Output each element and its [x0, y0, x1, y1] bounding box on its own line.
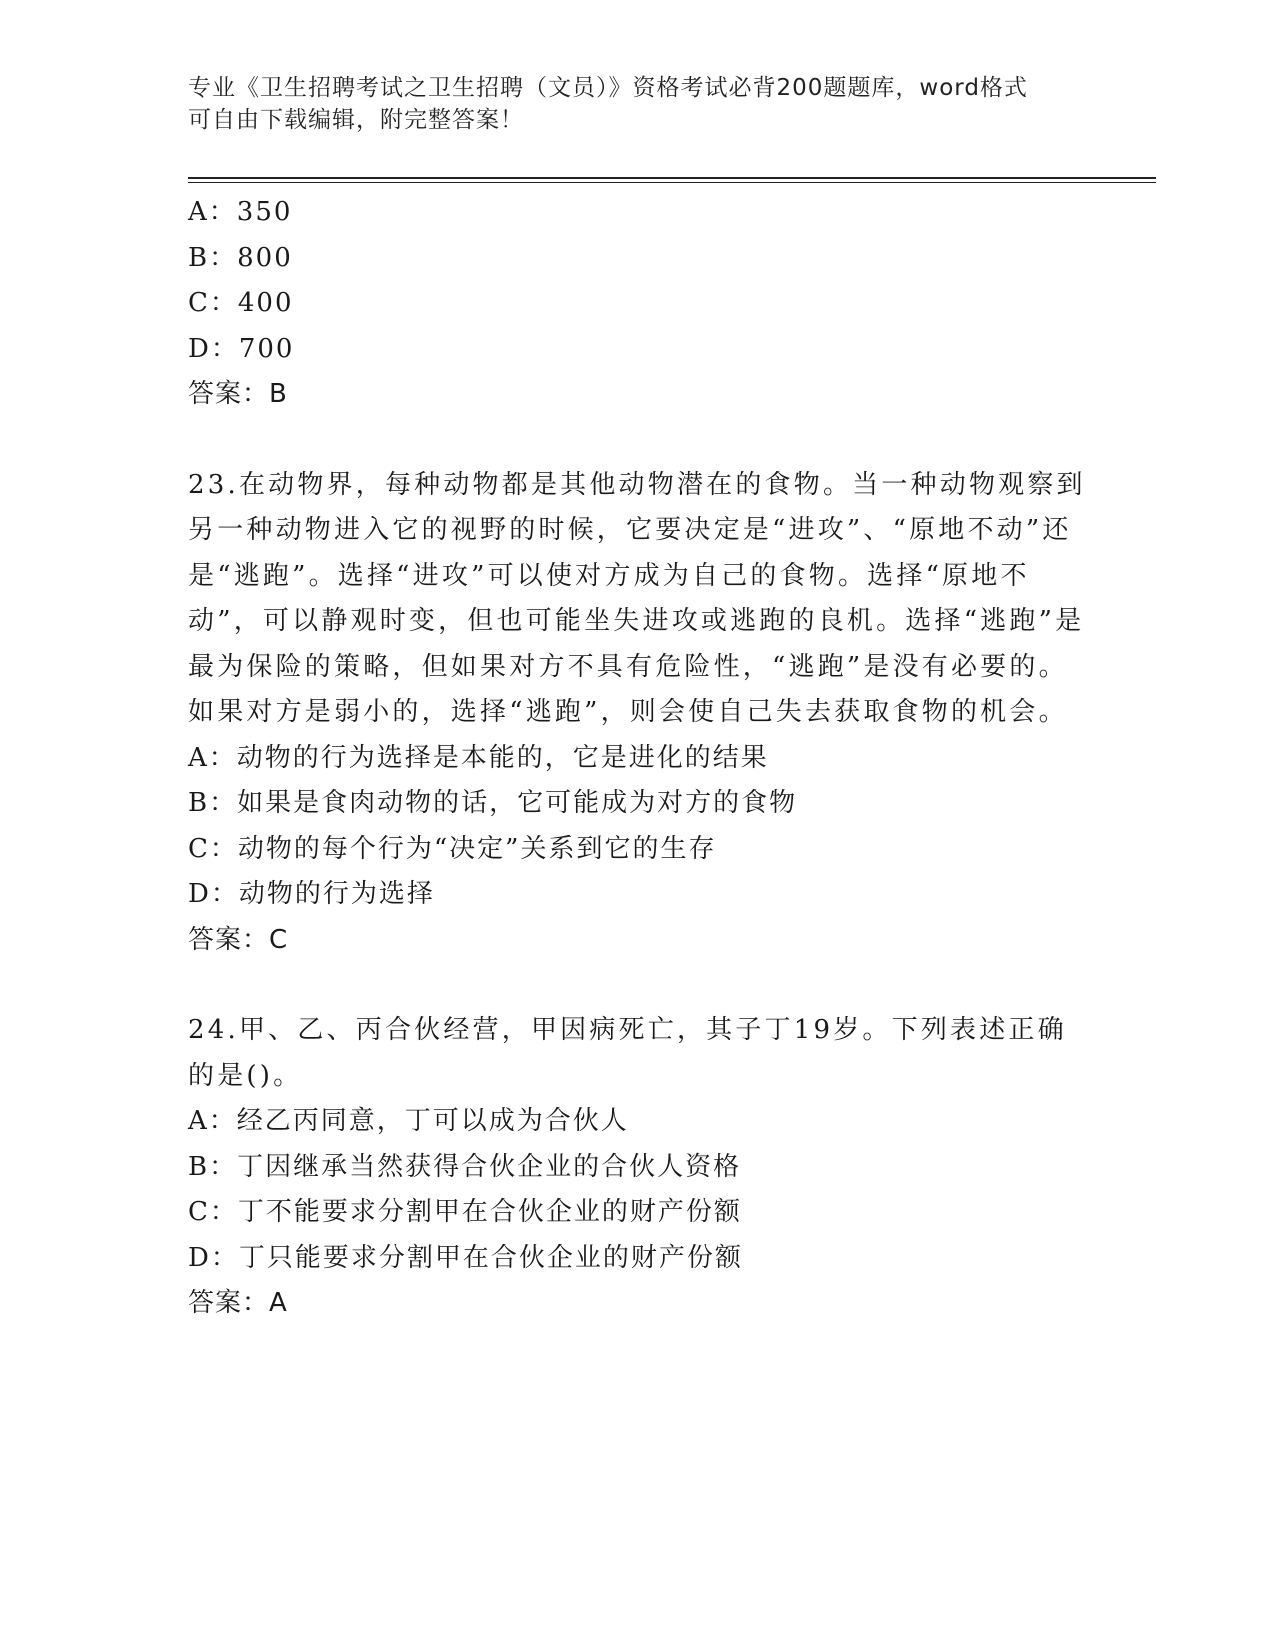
q22-option-a: A：350 [188, 197, 293, 227]
q24-option-d: D：丁只能要求分割甲在合伙企业的财产份额 [188, 1242, 743, 1273]
page-header [188, 72, 1068, 136]
question-22-block [188, 190, 1088, 418]
header-divider-thick [188, 177, 1156, 179]
q24-answer: 答案：A [188, 1288, 288, 1318]
question-24-block [188, 1008, 1088, 1327]
q23-stem: 23.在动物界，每种动物都是其他动物潜在的食物。当一种动物观察到另一种动物进入它的视野的时候，它要决定是“进攻”、“原地不动”还是“逃跑”。选择“进攻”可以使对方成为自己的食物。选择“原地不动”，可以静观时变，但也可能坐失进攻或逃跑的良机。选择“逃跑”是最为保险的策略，但如果对方不具有危险性，“逃跑”是没有必要的。如果对方是弱小的，选择“逃跑”，则会使自己失去获取食物的机会。 [188, 469, 1086, 727]
q24-stem: 24.甲、乙、丙合伙经营，甲因病死亡，其子丁19岁。下列表述正确的是()。 [188, 1015, 1067, 1091]
q23-option-b: B：如果是食肉动物的话，它可能成为对方的食物 [188, 788, 798, 818]
q22-answer: 答案：B [188, 379, 288, 409]
q24-option-b: B：丁因继承当然获得合伙企业的合伙人资格 [188, 1151, 742, 1182]
q22-option-b: B：800 [188, 242, 293, 273]
q23-option-d: D：动物的行为选择 [188, 879, 435, 909]
question-23-block [188, 463, 1088, 964]
q24-option-a: A：经乙丙同意，丁可以成为合伙人 [188, 1106, 629, 1136]
q22-option-d: D：700 [188, 333, 295, 364]
document-body [188, 190, 1088, 1327]
q23-answer: 答案：C [188, 924, 289, 955]
header-line-1: 专业《卫生招聘考试之卫生招聘（文员）》资格考试必背200题题库，word格式 [188, 75, 1028, 101]
spacer [188, 963, 1088, 1008]
q22-option-c: C：400 [188, 288, 294, 318]
spacer [188, 418, 1088, 463]
header-divider-thin [188, 182, 1156, 183]
q23-option-c: C：动物的每个行为“决定”关系到它的生存 [188, 833, 717, 864]
q23-option-a: A：动物的行为选择是本能的，它是进化的结果 [188, 742, 769, 773]
q24-option-c: C：丁不能要求分割甲在合伙企业的财产份额 [188, 1197, 742, 1227]
header-line-2: 可自由下载编辑，附完整答案！ [188, 107, 524, 133]
